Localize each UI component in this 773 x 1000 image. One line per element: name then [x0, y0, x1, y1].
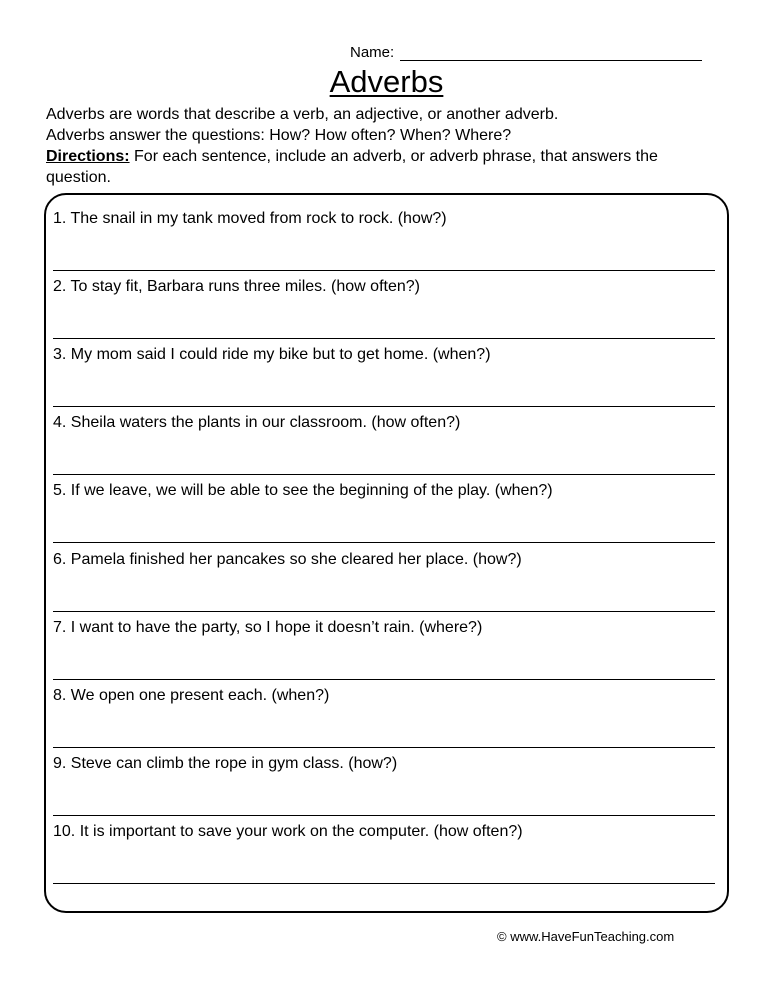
- question-item: [53, 345, 715, 413]
- answer-line[interactable]: [53, 270, 715, 271]
- question-item: [53, 209, 715, 277]
- answer-line[interactable]: [53, 474, 715, 475]
- name-blank-line[interactable]: [400, 46, 702, 61]
- question-item: [53, 481, 715, 549]
- question-item: [53, 754, 715, 822]
- name-label: Name:: [350, 44, 395, 61]
- answer-line[interactable]: [53, 542, 715, 543]
- question-item: [53, 550, 715, 618]
- question-text: 9. Steve can climb the rope in gym class. (how?): [53, 755, 398, 772]
- question-item: [53, 686, 715, 754]
- answer-line[interactable]: [53, 338, 715, 339]
- question-item: [53, 618, 715, 686]
- intro-line-2: Adverbs answer the questions: How? How often? When? Where?: [46, 127, 512, 144]
- answer-line[interactable]: [53, 406, 715, 407]
- answer-line[interactable]: [53, 883, 715, 884]
- intro-line-1: Adverbs are words that describe a verb, an adjective, or another adverb.: [46, 106, 559, 123]
- copyright-footer: © www.HaveFunTeaching.com: [497, 929, 675, 944]
- directions-label: Directions:: [46, 148, 130, 165]
- answer-line[interactable]: [53, 679, 715, 680]
- question-text: 5. If we leave, we will be able to see the beginning of the play. (when?): [53, 482, 553, 499]
- question-text: 3. My mom said I could ride my bike but to get home. (when?): [53, 346, 491, 363]
- question-item: [53, 822, 715, 890]
- question-text: 4. Sheila waters the plants in our classroom. (how often?): [53, 414, 461, 431]
- question-text: 8. We open one present each. (when?): [53, 687, 330, 704]
- directions: [46, 146, 726, 188]
- answer-line[interactable]: [53, 611, 715, 612]
- answer-line[interactable]: [53, 815, 715, 816]
- answer-line[interactable]: [53, 747, 715, 748]
- question-text: 10. It is important to save your work on the computer. (how often?): [53, 823, 523, 840]
- question-text: 7. I want to have the party, so I hope it doesn’t rain. (where?): [53, 619, 483, 636]
- name-field: [350, 44, 702, 61]
- directions-text: For each sentence, include an adverb, or adverb phrase, that answers the question.: [46, 148, 658, 186]
- question-text: 6. Pamela finished her pancakes so she cleared her place. (how?): [53, 551, 522, 568]
- question-text: 2. To stay fit, Barbara runs three miles. (how often?): [53, 278, 420, 295]
- question-text: 1. The snail in my tank moved from rock to rock. (how?): [53, 210, 447, 227]
- intro-section: [46, 104, 726, 188]
- question-item: [53, 277, 715, 345]
- question-item: [53, 413, 715, 481]
- page-title: Adverbs: [329, 64, 444, 99]
